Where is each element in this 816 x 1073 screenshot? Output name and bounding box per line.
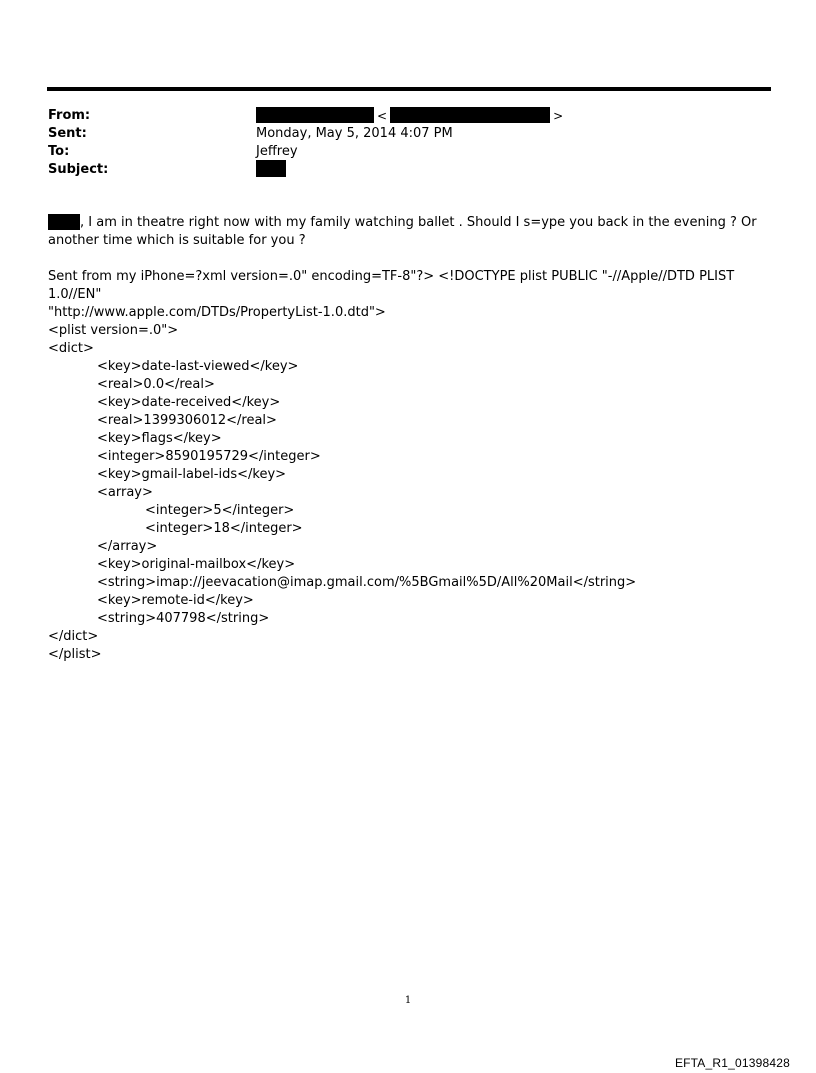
plist-line: <plist version=.0"> (48, 323, 179, 338)
plist-line: <key>original-mailbox</key> (97, 557, 296, 572)
plist-line: <key>gmail-label-ids</key> (97, 467, 287, 482)
from-value (256, 107, 566, 126)
plist-line: <key>remote-id</key> (97, 593, 254, 608)
subject-row (48, 161, 768, 179)
redacted-sender-name (256, 107, 374, 123)
plist-line: <array> (97, 485, 153, 500)
plist-line: </array> (97, 539, 158, 554)
plist-line: <string>407798</string> (97, 611, 270, 626)
sent-value: Monday, May 5, 2014 4:07 PM (256, 126, 453, 141)
plist-line: <real>0.0</real> (97, 377, 215, 392)
subject-label: Subject: (48, 162, 109, 177)
to-value: Jeffrey (256, 144, 298, 159)
plist-line: <integer>8590195729</integer> (97, 449, 321, 464)
message-paragraph (48, 214, 778, 250)
plist-line: <integer>18</integer> (145, 521, 303, 536)
signature-line: Sent from my iPhone=?xml version=.0" encoding=TF-8"?> <!DOCTYPE plist PUBLIC "-//Apple//DTD PLIST 1.0//EN" (48, 269, 735, 302)
subject-value (256, 161, 286, 179)
to-row (48, 143, 768, 161)
to-label: To: (48, 144, 70, 159)
from-open-bracket: < (377, 109, 388, 123)
plist-line: </plist> (48, 647, 102, 662)
from-row (48, 107, 768, 125)
sent-row (48, 125, 768, 143)
header-divider (47, 87, 771, 91)
redacted-greeting-name (48, 214, 80, 230)
doctype-url-line: "http://www.apple.com/DTDs/PropertyList-1.0.dtd"> (48, 305, 386, 320)
plist-line: <integer>5</integer> (145, 503, 295, 518)
plist-line: <string>imap://jeevacation@imap.gmail.com/%5BGmail%5D/All%20Mail</string> (97, 575, 637, 590)
plist-line: <real>1399306012</real> (97, 413, 277, 428)
redacted-subject (256, 160, 286, 177)
from-close-bracket: > (553, 109, 564, 123)
document-id: EFTA_R1_01398428 (674, 1056, 790, 1070)
email-header (48, 107, 768, 179)
plist-line: <dict> (48, 341, 94, 356)
plist-line: <key>flags</key> (97, 431, 222, 446)
email-body (48, 214, 778, 664)
message-text: , I am in theatre right now with my family watching ballet . Should I s=ype you back in the evening ? Or another time which is suitable for you ? (48, 215, 757, 248)
plist-line: <key>date-received</key> (97, 395, 281, 410)
plist-line: <key>date-last-viewed</key> (97, 359, 299, 374)
sent-label: Sent: (48, 126, 87, 141)
redacted-sender-email (390, 107, 550, 123)
from-label: From: (48, 108, 91, 123)
plist-line: </dict> (48, 629, 99, 644)
page-number: 1 (404, 995, 412, 1006)
